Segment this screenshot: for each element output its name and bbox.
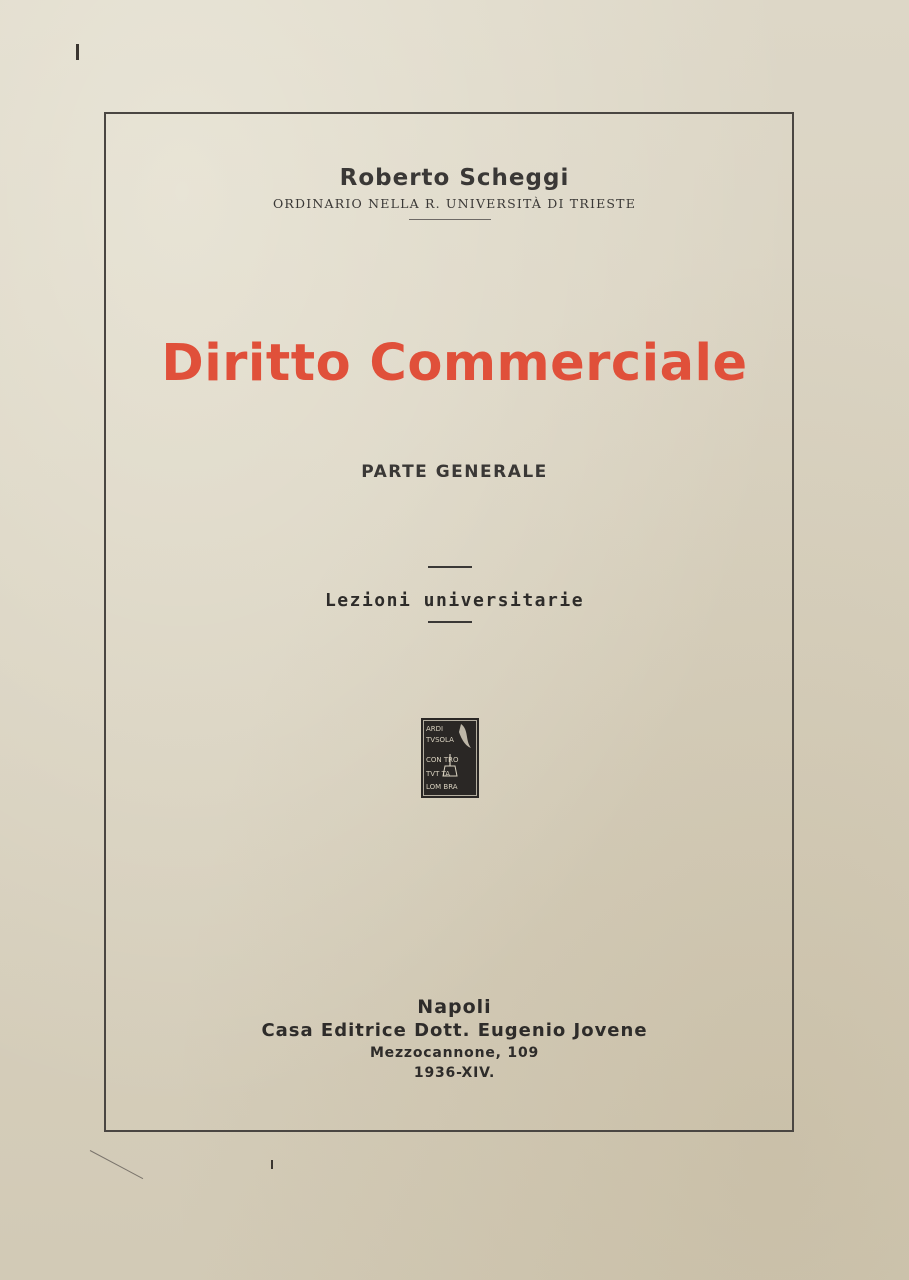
series-label: Lezioni universitarie — [324, 590, 585, 611]
paper-speck — [90, 1150, 143, 1179]
book-subtitle: PARTE GENERALE — [361, 462, 548, 482]
emblem-text: TVSOLA — [426, 736, 454, 744]
series-divider-bottom — [428, 621, 472, 623]
author-divider — [409, 219, 491, 220]
imprint-address: Mezzocannone, 109 — [369, 1045, 540, 1061]
imprint-place: Napoli — [417, 996, 492, 1018]
emblem-text: CON TRO — [426, 756, 459, 764]
author-affiliation: ORDINARIO NELLA R. UNIVERSITÀ DI TRIESTE — [272, 196, 637, 211]
publisher-emblem-icon — [421, 718, 479, 798]
paper-speck — [76, 44, 79, 60]
author-name: Roberto Scheggi — [339, 165, 570, 191]
imprint-year: 1936-XIV. — [413, 1065, 496, 1081]
series-divider-top — [428, 566, 472, 568]
paper-speck — [271, 1160, 273, 1169]
emblem-text: LOM BRA — [426, 783, 458, 791]
imprint-publisher: Casa Editrice Dott. Eugenio Jovene — [261, 1020, 648, 1041]
emblem-text: TVT TA — [426, 770, 451, 778]
book-title: Diritto Commerciale — [161, 334, 748, 393]
emblem-text: ARDI — [426, 725, 444, 733]
